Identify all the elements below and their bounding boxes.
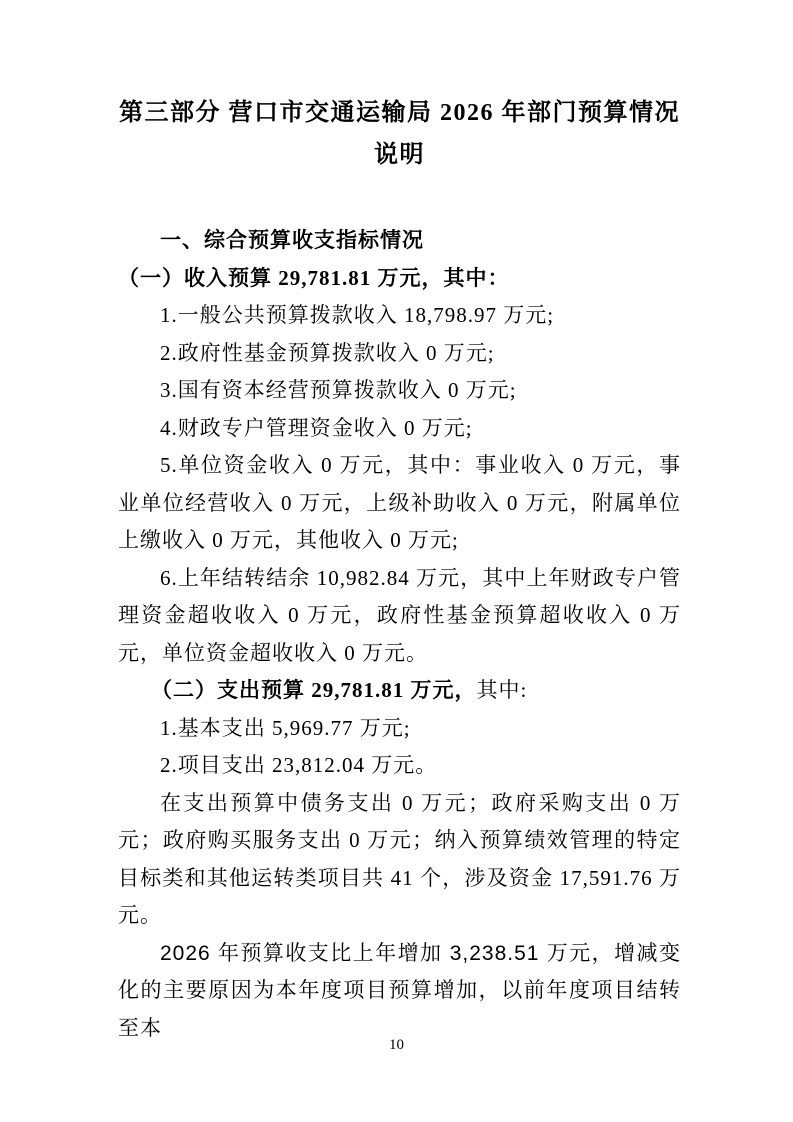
page-number: 10 [389, 1037, 404, 1053]
income-item-2: 2.政府性基金预算拨款收入 0 万元; [160, 340, 495, 365]
income-item-6: 6.上年结转结余 10,982.84 万元，其中上年财政专户管理资金超收收入 0 万元，政府性基金预算超收收入 0 万元，单位资金超收收入 0 万元。 [118, 565, 681, 665]
income-item-5: 5.单位资金收入 0 万元，其中：事业收入 0 万元，事业单位经营收入 0 万元，上级补助收入 0 万元，附属单位上缴收入 0 万元，其他收入 0 万元; [118, 453, 681, 552]
document-title-line1: 第三部分 营口市交通运输局 2026 年部门预算情况 [119, 100, 680, 126]
income-item-1: 1.一般公共预算拨款收入 18,798.97 万元; [160, 303, 555, 327]
expense-item-2: 2.项目支出 23,812.04 万元。 [160, 753, 438, 777]
budget-change-paragraph: 2026 年预算收支比上年增加 3,238.51 万元，增减变化的主要原因为本年度项目预算增加，以前年度项目结转至本 [118, 941, 681, 1040]
expense-item-1: 1.基本支出 5,969.77 万元; [160, 715, 411, 740]
income-budget-lead: （一）收入预算 29,781.81 万元，其中： [118, 265, 510, 290]
income-item-4: 4.财政专户管理资金收入 0 万元; [160, 415, 473, 440]
expense-detail-paragraph: 在支出预算中债务支出 0 万元；政府采购支出 0 万元；政府购买服务支出 0 万元；纳入预算绩效管理的特定目标类和其他运转类项目共 41 个，涉及资金 17,591.76 万元。 [118, 790, 681, 927]
income-item-3: 3.国有资本经营预算拨款收入 0 万元; [160, 378, 517, 402]
expense-budget-lead-rest: 其中: [476, 678, 528, 702]
expense-budget-lead [118, 672, 681, 710]
section-heading-overview: 一、综合预算收支指标情况 [160, 229, 424, 252]
document-title [118, 92, 681, 176]
expense-budget-lead-bold: （二）支出预算 29,781.81 万元， [151, 678, 477, 702]
document-title-line2: 说明 [374, 142, 425, 168]
